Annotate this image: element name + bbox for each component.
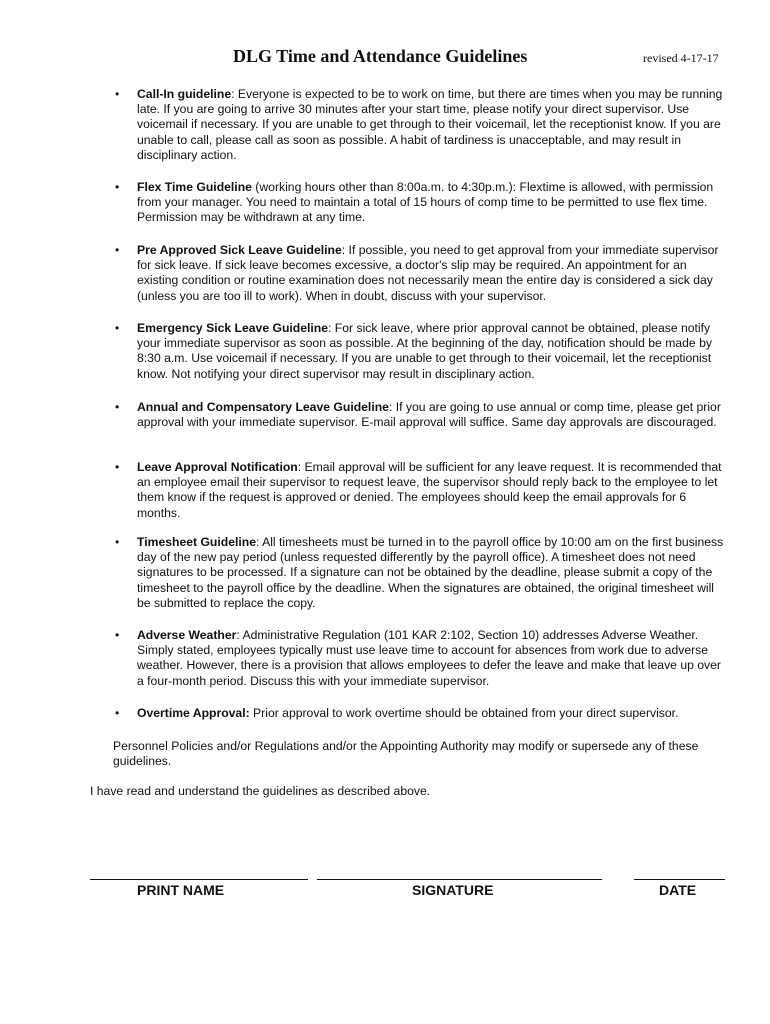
- guideline-text: [137, 180, 727, 226]
- guideline-body: : Administrative Regulation (101 KAR 2:102, Section 10) addresses Adverse Weather. Simply stated, employees typically must use leave time to account for absences from work due to adverse weather. However, there is a provision that allows employees to defer the leave and make that leave up over a four-month period. Discuss this with your immediate supervisor.: [137, 628, 721, 688]
- bullet-icon: •: [115, 460, 120, 474]
- date-line[interactable]: [634, 879, 725, 880]
- guideline-text: [137, 87, 727, 163]
- guideline-label: Timesheet Guideline: [137, 535, 256, 549]
- guideline-body: Prior approval to work overtime should be obtained from your direct supervisor.: [249, 706, 679, 720]
- print-name-label: PRINT NAME: [137, 882, 225, 898]
- bullet-icon: •: [115, 400, 120, 414]
- guideline-label: Leave Approval Notification: [137, 460, 298, 474]
- revision-date: revised 4-17-17: [643, 51, 719, 65]
- acknowledgement-statement: I have read and understand the guidelines as described above.: [90, 784, 431, 798]
- guideline-body: : If you are going to use annual or comp time, please get prior approval with your immediate supervisor. E-mail approval will suffice. Same day approvals are discouraged.: [137, 400, 721, 430]
- guideline-label: Flex Time Guideline: [137, 180, 252, 194]
- bullet-icon: •: [115, 87, 120, 101]
- guideline-label: Overtime Approval:: [137, 706, 250, 720]
- guideline-label: Call-In guideline: [137, 87, 232, 101]
- policy-note: Personnel Policies and/or Regulations and/or the Appointing Authority may modify or supersede any of these guidelines.: [113, 739, 699, 769]
- guideline-body: : All timesheets must be turned in to the payroll office by 10:00 am on the first business day of the new pay period (unless requested differently by the payroll office). A timesheet does not need signatures to be processed. If a signature can not be obtained by the deadline, please submit a copy of the timesheet to the payroll office by the deadline. When the signatures are obtained, the original timesheet will be submitted to replace the copy.: [137, 535, 724, 610]
- guideline-text: [137, 321, 727, 382]
- guideline-body: (working hours other than 8:00a.m. to 4:30p.m.): Flextime is allowed, with permission from your manager. You need to maintain a total of 15 hours of comp time to be permitted to use flex time. Permission may be withdrawn at any time.: [137, 180, 714, 225]
- guideline-label: Adverse Weather: [137, 628, 237, 642]
- guideline-body: : Email approval will be sufficient for any leave request. It is recommended that an employee email their supervisor to request leave, the supervisor should reply back to the employee to let them know if the request is approved or denied. The employees should keep the email approvals for 6 months.: [137, 460, 722, 520]
- guideline-body: : For sick leave, where prior approval cannot be obtained, please notify your immediate supervisor as soon as possible. At the beginning of the day, notification should be made by 8:30 a.m. Use voicemail if necessary. If you are unable to get through to their voicemail, let the receptionist know. Not notifying your direct supervisor may result in disciplinary action.: [137, 321, 712, 381]
- document-title: DLG Time and Attendance Guidelines: [233, 46, 528, 66]
- guideline-body: : If possible, you need to get approval from your immediate supervisor for sick leave. If sick leave becomes excessive, a doctor's slip may be required. An appointment for an existing condition or routine examination does not necessarily mean the entire day is considered a sick day (unless you are too ill to work). When in doubt, discuss with your supervisor.: [137, 243, 719, 303]
- bullet-icon: •: [115, 535, 120, 549]
- bullet-icon: •: [115, 180, 120, 194]
- guideline-label: Emergency Sick Leave Guideline: [137, 321, 329, 335]
- date-label: DATE: [659, 882, 697, 898]
- signature-line[interactable]: [317, 879, 602, 880]
- guideline-text: [137, 628, 727, 689]
- guideline-text: [137, 460, 727, 521]
- guideline-text: [137, 400, 727, 430]
- bullet-icon: •: [115, 628, 120, 642]
- guideline-label: Pre Approved Sick Leave Guideline: [137, 243, 342, 257]
- signature-label: SIGNATURE: [412, 882, 494, 898]
- guideline-text: [137, 706, 727, 721]
- bullet-icon: •: [115, 243, 120, 257]
- guideline-label: Annual and Compensatory Leave Guideline: [137, 400, 389, 414]
- guideline-text: [137, 535, 727, 611]
- print-name-line[interactable]: [90, 879, 308, 880]
- bullet-icon: •: [115, 321, 120, 335]
- bullet-icon: •: [115, 706, 120, 720]
- document-header: [0, 46, 770, 72]
- guideline-text: [137, 243, 727, 304]
- guideline-body: : Everyone is expected to be to work on time, but there are times when you may be running late. If you are going to arrive 30 minutes after your start time, please notify your direct supervisor. Use voicemail if necessary. If you are unable to get through to their voicemail, let the receptionist know. If you are unable to call, please call as soon as possible. A habit of tardiness is unacceptable, and may result in disciplinary action.: [137, 87, 723, 162]
